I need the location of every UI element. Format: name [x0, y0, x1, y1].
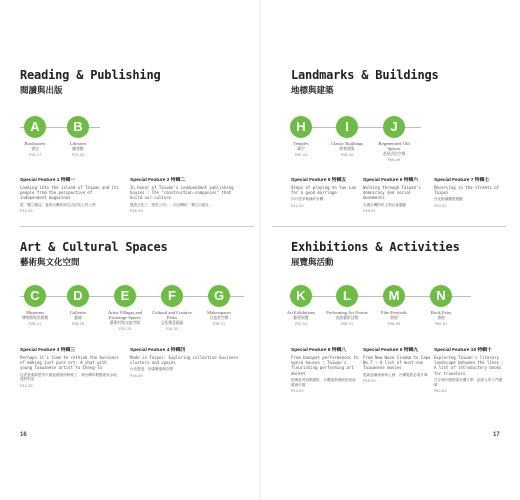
feature-page: P58-59 — [363, 379, 376, 384]
feature-page: P32-35 — [20, 209, 33, 214]
category-row-reading — [20, 114, 120, 174]
category-letter-badge: G — [208, 285, 230, 307]
section-subtitle: 閱讀與出版 — [20, 86, 63, 96]
category-letter-badge: B — [67, 116, 89, 138]
feature-title: Special Feature 3 特輯三 — [20, 348, 76, 353]
category-name: Museums — [26, 310, 44, 315]
category-item-c[interactable] — [13, 283, 57, 326]
feature-desc: Observing in the streets of Taipei — [434, 185, 500, 196]
feature-desc: From New Wave Cinema to Cape No.7 : A list of must-see Taiwanese movies — [363, 355, 431, 371]
category-row-art — [20, 283, 250, 343]
category-letter-badge: F — [161, 285, 183, 307]
special-feature-2[interactable] — [130, 178, 240, 213]
category-name-zh: 老屋活化空間 — [382, 151, 406, 157]
category-row-exhibitions — [286, 283, 491, 343]
feature-desc-zh: 從「獨立雜誌」看看台灣島與生活於其上的人們 — [20, 202, 96, 207]
feature-desc: Walking through Taiwan's democracy and social movements — [363, 185, 421, 201]
category-letter-badge: H — [290, 116, 312, 138]
category-name: Classic Buildings — [330, 141, 364, 146]
section-title: Art & Cultural Spaces — [20, 240, 168, 254]
category-item-l[interactable] — [325, 283, 369, 326]
feature-desc: Perhaps it's time to rethink the business of making just pure art: A chat with young Taiwanese artist Yu Cheng-Ta — [20, 355, 119, 371]
category-page: P32-33 — [118, 327, 132, 331]
feature-desc-zh: 也許是重新思考只做純藝術的時候了：與台灣年輕藝術家余政達的對話 — [20, 372, 118, 382]
feature-desc-zh: 台北街頭觀察運動 — [434, 197, 463, 202]
category-name: Cultural and Creative Parks — [152, 310, 192, 321]
feature-title: Special Feature 10 特輯十 — [434, 348, 492, 353]
feature-page: P32-35 — [20, 384, 33, 389]
category-name-zh: 表演藝術活動 — [335, 315, 359, 321]
page-number-right: 17 — [493, 432, 500, 438]
special-feature-9[interactable] — [363, 348, 431, 383]
feature-page: P36-39 — [130, 374, 143, 379]
section-subtitle: 展覽與活動 — [291, 258, 334, 268]
feature-title: Special Feature 1 特輯一 — [20, 178, 76, 183]
section-art — [20, 240, 168, 268]
category-name-zh: 經典建築 — [339, 146, 355, 152]
category-name: Art Exhibitions — [286, 310, 316, 315]
category-name-zh: 圖書館 — [72, 146, 84, 152]
category-page: P56-57 — [340, 321, 354, 326]
category-row-landmarks — [291, 114, 441, 174]
category-name-zh: 文化創意園區 — [160, 320, 184, 326]
feature-title: Special Feature 6 特輯六 — [363, 178, 419, 183]
category-page: P52-53 — [294, 321, 308, 326]
category-name: Bookstores — [24, 141, 46, 146]
feature-desc: Exploring Taiwan's literary landscape between the lines : A list of introductory books for travelers — [434, 355, 504, 376]
category-name-zh: 藝術村與交流空間 — [109, 320, 141, 326]
section-divider-left — [20, 226, 254, 227]
feature-desc: Made in Taipei: Exploring collective business clusters and spaces — [130, 355, 239, 366]
category-name: Performing Art Events — [326, 310, 368, 315]
section-exhibitions — [291, 240, 460, 268]
section-divider-right — [272, 226, 506, 227]
category-name-zh: 廟宇 — [297, 146, 305, 152]
category-item-n[interactable] — [419, 283, 463, 326]
category-name: Libraries — [69, 141, 87, 146]
category-letter-badge: J — [383, 116, 405, 138]
feature-desc-zh: 台北製造：探索聚落與空間 — [130, 367, 174, 372]
feature-desc-zh: 在字裡行間探索台灣文學：給旅人的入門書單 — [434, 377, 503, 387]
feature-title: Special Feature 4 特輯四 — [130, 348, 186, 353]
section-title: Exhibitions & Activities — [291, 240, 460, 254]
category-name-zh: 博物館與美術館 — [21, 315, 49, 321]
category-item-a[interactable] — [13, 114, 57, 157]
category-letter-badge: M — [383, 285, 405, 307]
special-feature-3[interactable] — [20, 348, 120, 388]
category-name: Makerspaces — [207, 310, 231, 315]
category-item-b[interactable] — [56, 114, 100, 157]
category-item-d[interactable] — [56, 283, 100, 326]
feature-title: Special Feature 5 特輯五 — [291, 178, 347, 183]
category-item-i[interactable] — [325, 114, 369, 157]
category-item-h[interactable] — [279, 114, 323, 157]
feature-page: P62-63 — [434, 389, 447, 394]
category-page: P40-41 — [294, 152, 308, 157]
category-letter-badge: E — [114, 285, 136, 307]
category-name: Regenerated Old Spaces — [378, 141, 410, 152]
category-name-zh: 藝術展覽 — [293, 315, 309, 321]
category-letter-badge: N — [430, 285, 452, 307]
feature-page: P54-55 — [291, 389, 304, 394]
special-feature-1[interactable] — [20, 178, 120, 213]
category-page: P44-45 — [340, 152, 354, 157]
feature-page: P36-39 — [130, 209, 143, 214]
category-name-zh: 藝廊 — [74, 315, 82, 321]
special-feature-8[interactable] — [291, 348, 359, 393]
section-subtitle: 地標與建築 — [291, 86, 334, 96]
feature-title: Special Feature 9 特輯九 — [363, 348, 419, 353]
feature-page: P42-43 — [291, 204, 304, 209]
category-letter-badge: D — [67, 285, 89, 307]
category-name-zh: 影展 — [390, 315, 398, 321]
feature-title: Special Feature 7 特輯七 — [434, 178, 490, 183]
category-letter-badge: K — [290, 285, 312, 307]
feature-desc-zh: 從新浪潮到海角七號：台灣電影必看片單 — [363, 372, 428, 377]
feature-desc: Steps of praying to Yue Lao for a good marriage — [291, 185, 357, 196]
page-number-left: 16 — [20, 432, 27, 438]
category-name-zh: 書展 — [437, 315, 445, 321]
special-feature-5[interactable] — [291, 178, 359, 208]
category-page: P16-17 — [28, 152, 42, 157]
category-name: Temples — [293, 141, 309, 146]
category-letter-badge: I — [336, 116, 358, 138]
feature-desc: From banquet performances to opera houses : Taiwan's flourishing performing art market — [291, 355, 359, 376]
category-name-zh: 自造者空間 — [209, 315, 229, 321]
category-letter-badge: L — [336, 285, 358, 307]
special-feature-10[interactable] — [434, 348, 504, 393]
section-title: Landmarks & Buildings — [291, 68, 439, 82]
category-letter-badge: A — [24, 116, 46, 138]
category-item-m[interactable] — [372, 283, 416, 326]
feature-desc-zh: 走過台灣的民主與社會運動 — [363, 202, 407, 207]
category-page: P26-27 — [28, 321, 42, 326]
special-feature-7[interactable] — [434, 178, 504, 208]
category-item-e[interactable] — [103, 283, 147, 331]
section-title: Reading & Publishing — [20, 68, 161, 82]
category-name: Galleries — [69, 310, 87, 315]
category-name: Artist Villages and Exchange Spaces — [107, 310, 143, 321]
feature-desc-zh: 感恩文化之「建設公司」：向台灣的「獨立出版社」 — [130, 202, 213, 207]
category-page: P22-23 — [71, 152, 85, 157]
category-letter-badge: C — [24, 285, 46, 307]
category-page: P58-59 — [387, 321, 401, 326]
feature-desc-zh: 從辦桌秀到歌劇院：台灣蓬勃發展的表演藝術市場 — [291, 377, 356, 387]
special-feature-6[interactable] — [363, 178, 431, 213]
category-name: Book Fairs — [430, 310, 452, 315]
feature-title: Special Feature 2 特輯二 — [130, 178, 186, 183]
category-name-zh: 書店 — [31, 146, 39, 152]
page-gutter — [259, 0, 261, 500]
section-landmarks — [291, 68, 439, 96]
category-page: P46-49 — [387, 158, 401, 162]
feature-desc-zh: 向月老求姻緣的步驟 — [291, 197, 324, 202]
category-item-k[interactable] — [279, 283, 323, 326]
category-item-f[interactable] — [150, 283, 194, 331]
category-page: P28-29 — [71, 321, 85, 326]
special-feature-4[interactable] — [130, 348, 240, 378]
category-page: P60-61 — [434, 321, 448, 326]
section-subtitle: 藝術與文化空間 — [20, 258, 80, 268]
category-item-j[interactable] — [372, 114, 416, 162]
feature-desc: Looking into the island of Taiwan and its people from the perspective of independent magazines — [20, 185, 119, 201]
category-page: P36-37 — [212, 321, 226, 326]
feature-title: Special Feature 8 特輯八 — [291, 348, 347, 353]
feature-page: P50-51 — [434, 204, 447, 209]
feature-page: P46-47 — [363, 209, 376, 214]
category-name: Film Festivals — [380, 310, 408, 315]
feature-desc: In honor of Taiwan's independent publishing houses : The "construction companies" that build our culture — [130, 185, 234, 201]
category-item-g[interactable] — [197, 283, 241, 326]
section-reading — [20, 68, 161, 96]
category-page: P34-35 — [165, 327, 179, 331]
